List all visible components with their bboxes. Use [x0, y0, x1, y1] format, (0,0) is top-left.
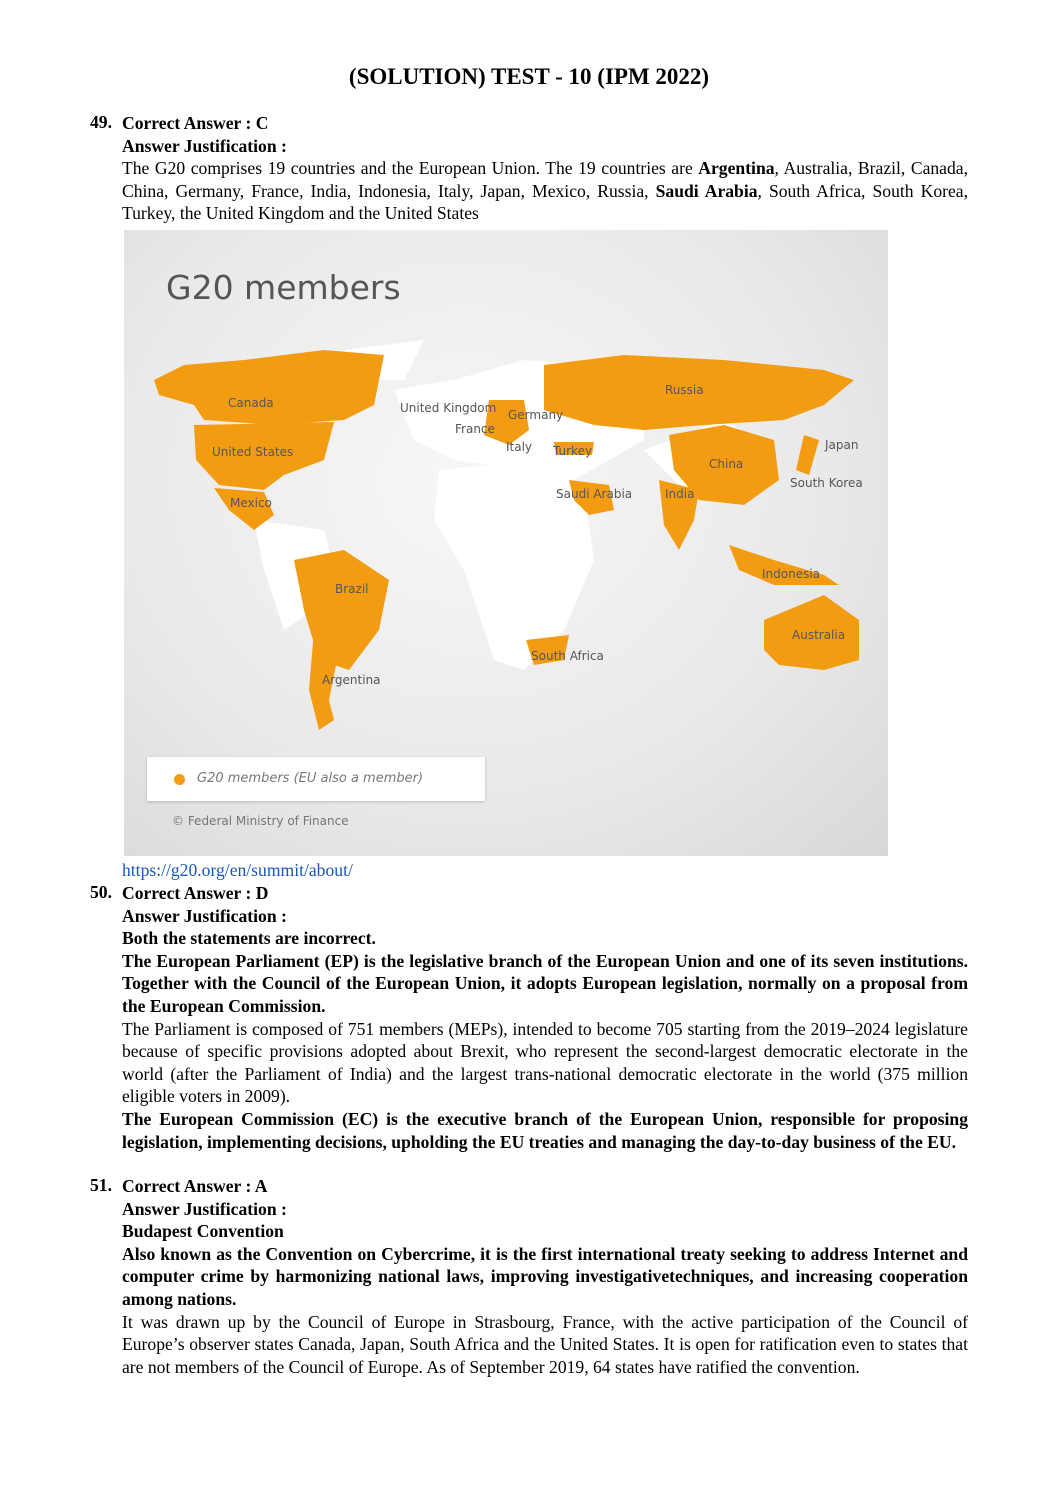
- map-label: Brazil: [335, 582, 369, 596]
- question-number: 51.: [90, 1175, 112, 1195]
- map-label: South Korea: [790, 476, 863, 490]
- map-label: Saudi Arabia: [556, 487, 633, 501]
- justification-label: Answer Justification :: [122, 135, 287, 156]
- justification-label: Answer Justification :: [122, 1198, 287, 1219]
- correct-answer: Correct Answer : D: [122, 883, 269, 903]
- g20-members-map: [124, 230, 888, 856]
- correct-answer: Correct Answer : A: [122, 1176, 268, 1196]
- map-label: Turkey: [553, 444, 593, 458]
- correct-answer: Correct Answer : C: [122, 113, 269, 133]
- question-50: [90, 882, 968, 1153]
- question-number: 49.: [90, 112, 112, 132]
- map-label: United Kingdom: [400, 401, 497, 415]
- page-title: (SOLUTION) TEST - 10 (IPM 2022): [348, 64, 710, 89]
- source-link[interactable]: https://g20.org/en/summit/about/: [122, 860, 353, 880]
- question-51: [90, 1175, 968, 1378]
- paragraph: The European Commission (EC) is the executive branch of the European Union, responsible for proposing legislation, implementing decisions, upholding the EU treaties and managing the day-to-day business of the EU.: [122, 1108, 968, 1152]
- map-label: Germany: [508, 408, 564, 422]
- paragraph: Also known as the Convention on Cybercrime, it is the first international treaty seeking to address Internet and computer crime by harmonizing national laws, improving investigativetechniques, and increasing cooperation among nations.: [122, 1243, 968, 1309]
- paragraph: It was drawn up by the Council of Europe in Strasbourg, France, with the active participation of the Council of Europe’s observer states Canada, Japan, South Africa and the United States. It is open for ratification even to states that are not members of the Council of Europe. As of September 2019, 64 states have ratified the convention.: [122, 1311, 968, 1377]
- question-number: 50.: [90, 882, 112, 902]
- paragraph: Both the statements are incorrect.: [122, 928, 376, 949]
- canada-shape: [154, 350, 384, 425]
- map-legend: [147, 757, 485, 801]
- map-label: Australia: [792, 628, 846, 642]
- source-link-row: [90, 859, 968, 882]
- question-49: [90, 112, 968, 225]
- map-label: South Africa: [531, 649, 604, 663]
- paragraph: Budapest Convention: [122, 1221, 284, 1242]
- legend-text: G20 members (EU also a member): [197, 771, 424, 786]
- map-label: Indonesia: [762, 567, 821, 581]
- legend-dot-icon: [174, 774, 185, 785]
- map-label: Japan: [825, 438, 859, 452]
- map-label: Mexico: [230, 496, 272, 510]
- brazil-shape: [294, 550, 389, 670]
- map-label: Argentina: [322, 673, 381, 687]
- map-title: G20 members: [166, 268, 401, 307]
- map-label: United States: [212, 445, 294, 459]
- paragraph: The G20 comprises 19 countries and the European Union. The 19 countries are Argentina, Australia, Brazil, Canada, China, Germany, France, India, Indonesia, Italy, Japan, Mexico, Russia, Saudi Arabia, South Africa, South Korea, Turkey, the United Kingdom and the United States: [122, 158, 968, 224]
- map-label: India: [665, 487, 695, 501]
- paragraph: The European Parliament (EP) is the legislative branch of the European Union and one of its seven institutions. Together with the Council of the European Union, it adopts European legislation, normally on a proposal from the European Commission.: [122, 950, 968, 1016]
- japan-shape: [796, 435, 819, 475]
- map-label: France: [455, 422, 495, 436]
- map-label: Italy: [506, 440, 533, 454]
- justification-label: Answer Justification :: [122, 905, 287, 926]
- paragraph: The Parliament is composed of 751 members (MEPs), intended to become 705 starting from the 2019–2024 legislature because of specific provisions adopted about Brexit, who represent the second-largest democratic electorate in the world (after the Parliament of India) and the largest trans-national democratic electorate in the world (375 million eligible voters in 2009).: [122, 1018, 968, 1107]
- map-label: Russia: [665, 383, 704, 397]
- map-copyright: © Federal Ministry of Finance: [172, 814, 349, 828]
- map-label: China: [709, 457, 744, 471]
- map-label: Canada: [228, 396, 274, 410]
